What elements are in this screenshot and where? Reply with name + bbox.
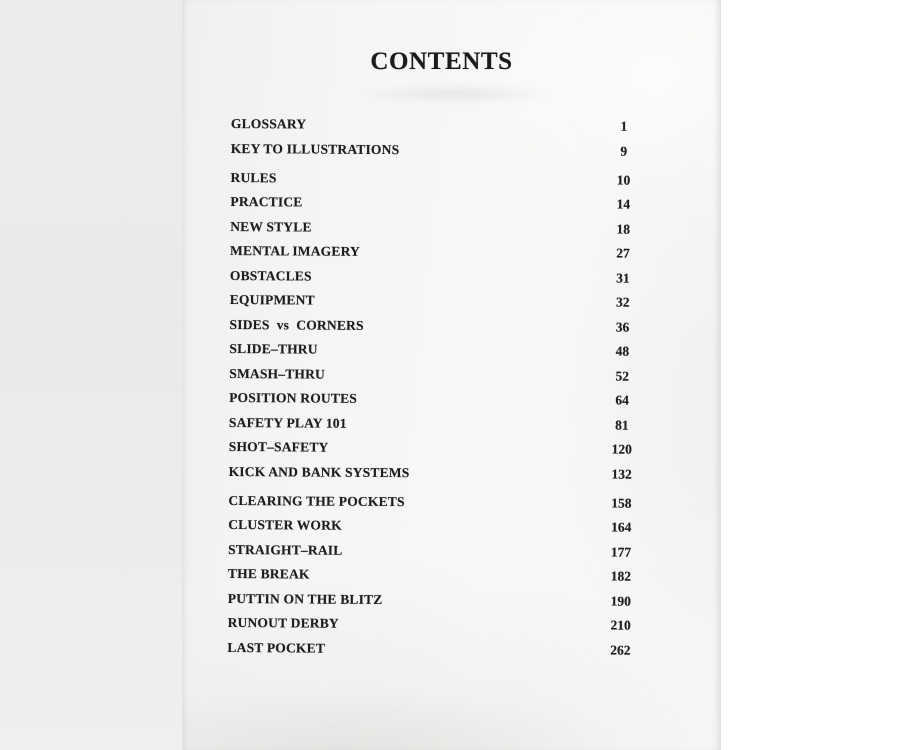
toc-entry (229, 410, 653, 437)
toc-entry-page-number: 9 (620, 143, 628, 159)
toc-entry-label: SIDES vs CORNERS (229, 316, 364, 333)
toc-entry (229, 337, 653, 364)
toc-entry-label: STRAIGHT–RAIL (228, 541, 343, 558)
toc-entry-page-number: 210 (610, 617, 631, 633)
toc-entry-page-number: 120 (611, 441, 632, 457)
toc-entry-page-number: 27 (616, 245, 630, 261)
toc-entry-label: PRACTICE (230, 193, 303, 210)
toc-entry-label: CLUSTER WORK (228, 516, 342, 533)
toc-entry-label: SHOT–SAFETY (228, 438, 329, 455)
toc-entry-page-number: 36 (615, 319, 630, 335)
toc-entry (229, 435, 653, 462)
toc-entry-page-number: 1 (620, 118, 628, 134)
toc-entry-page-number: 190 (610, 593, 631, 609)
toc-entry (230, 312, 654, 339)
toc-entry (229, 459, 653, 486)
toc-entry-label: SLIDE–THRU (229, 340, 318, 357)
toc-entry-page-number: 31 (616, 270, 630, 286)
toc-entry (228, 537, 652, 564)
toc-entry (227, 635, 651, 662)
toc-entry-label: SAFETY PLAY 101 (228, 414, 347, 431)
toc-entry-label: GLOSSARY (230, 115, 307, 132)
toc-entry-label: RUNOUT DERBY (227, 614, 339, 631)
toc-entry (230, 288, 654, 315)
toc-entry-page-number: 48 (615, 343, 630, 359)
toc-entry-label: LAST POCKET (227, 639, 326, 656)
toc-entry-label: SMASH–THRU (229, 365, 326, 382)
toc-entry-label: POSITION ROUTES (229, 389, 358, 406)
toc-entry-label: MENTAL IMAGERY (230, 242, 361, 259)
toc-entry-label: THE BREAK (227, 565, 310, 582)
toc-entry-page-number: 164 (611, 519, 632, 535)
toc-entry (228, 513, 652, 540)
toc-entry-page-number: 177 (610, 544, 632, 560)
toc-entry-page-number: 158 (611, 495, 632, 511)
toc-entry (228, 586, 652, 613)
toc-entry (231, 112, 655, 139)
toc-entry-page-number: 262 (610, 642, 631, 658)
page-title: CONTENTS (370, 47, 513, 75)
toc-entry (230, 239, 654, 266)
toc-entry-page-number: 182 (610, 568, 632, 584)
toc-entry-page-number: 32 (615, 294, 630, 310)
toc-entry-page-number: 52 (615, 368, 630, 384)
toc-entry (230, 165, 654, 192)
toc-entry (230, 263, 654, 290)
toc-entry-label: NEW STYLE (230, 218, 312, 235)
toc-list (227, 112, 655, 663)
toc-entry-page-number: 18 (616, 221, 631, 237)
book-page (182, 0, 721, 750)
toc-entry-label: RULES (230, 169, 277, 185)
toc-entry-label: KICK AND BANK SYSTEMS (228, 463, 410, 480)
toc-entry-label: OBSTACLES (229, 267, 312, 284)
toc-entry-label: CLEARING THE POCKETS (228, 492, 405, 509)
toc-entry (228, 488, 652, 515)
toc-entry-page-number: 81 (615, 417, 629, 433)
ink-bleed-smudge (355, 84, 555, 104)
toc-entry-label: KEY TO ILLUSTRATIONS (230, 140, 400, 157)
toc-entry (231, 136, 655, 163)
toc-entry (229, 386, 653, 413)
toc-entry-page-number: 132 (611, 466, 632, 482)
page-left-backdrop (0, 0, 182, 750)
toc-entry (228, 611, 652, 638)
toc-entry-label: PUTTIN ON THE BLITZ (227, 590, 383, 607)
toc-entry (230, 214, 654, 241)
toc-entry (230, 190, 654, 217)
toc-entry-page-number: 64 (615, 392, 629, 408)
toc-entry-page-number: 10 (616, 172, 631, 188)
toc-entry (229, 361, 653, 388)
toc-entry-page-number: 14 (616, 196, 631, 212)
toc-entry (228, 562, 652, 589)
toc-entry-label: EQUIPMENT (229, 291, 315, 308)
